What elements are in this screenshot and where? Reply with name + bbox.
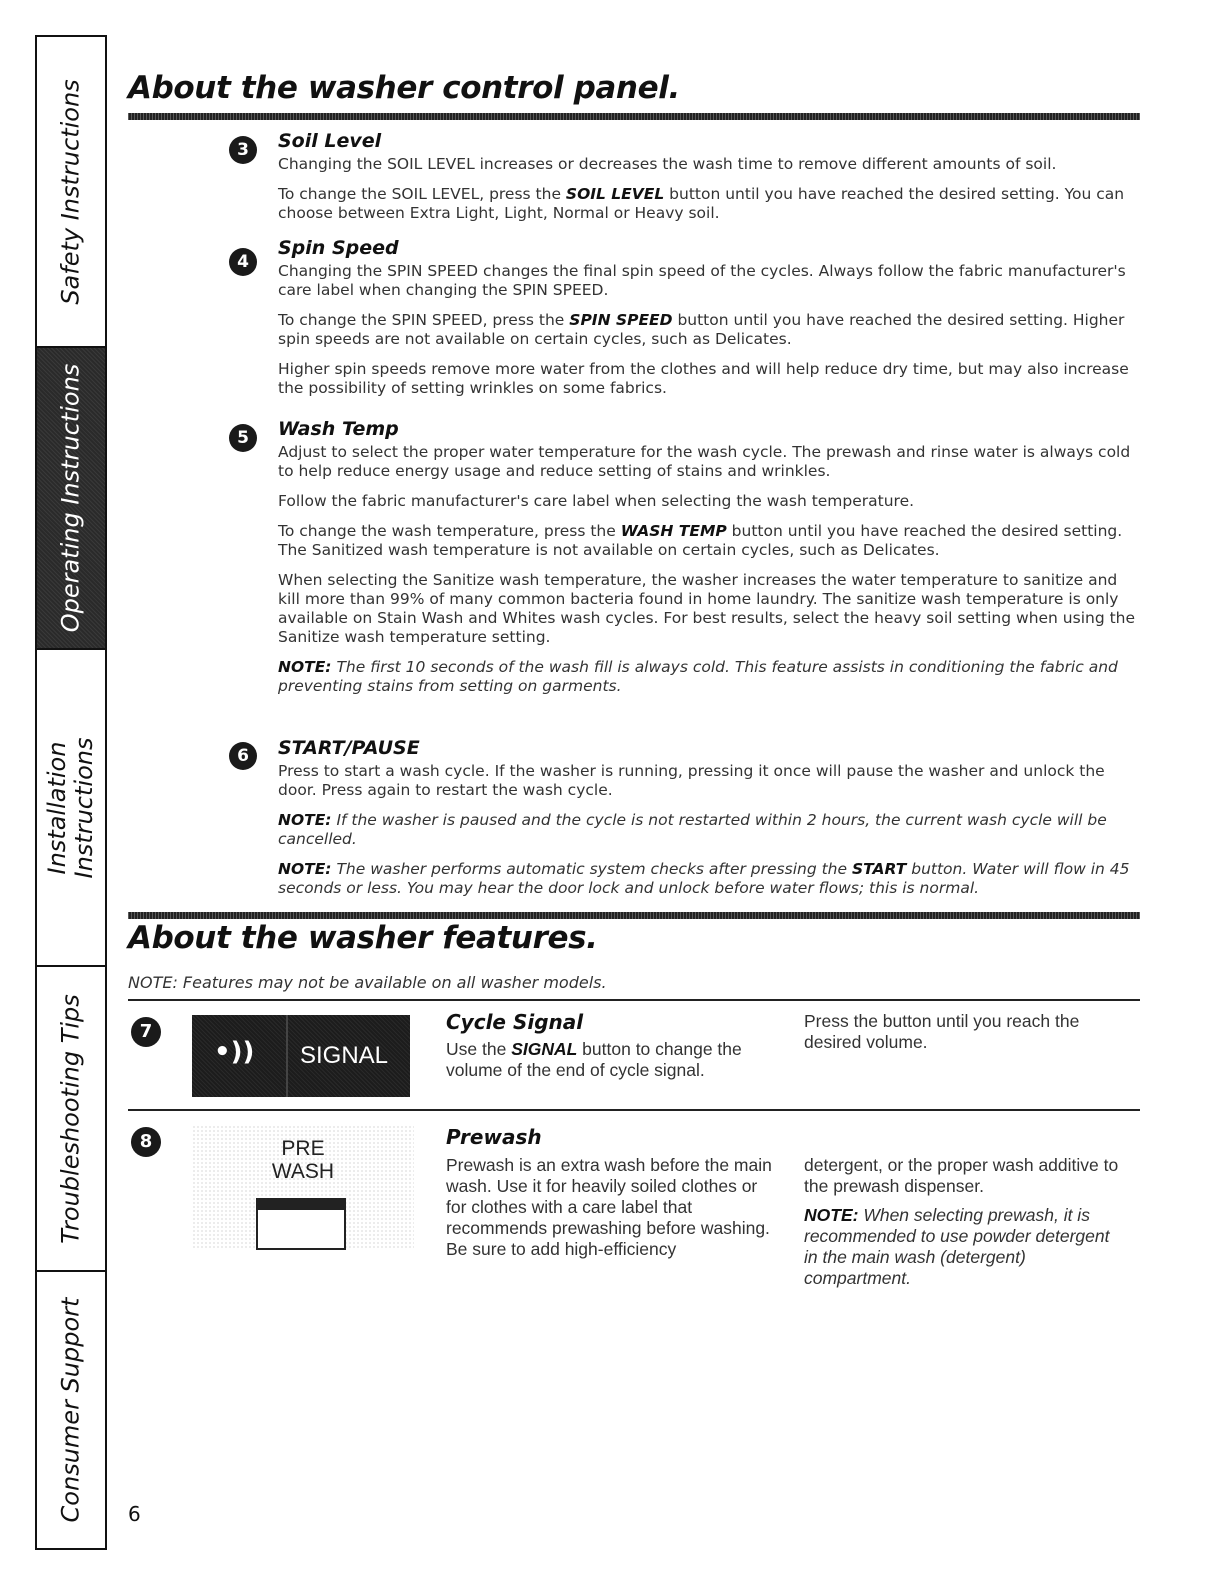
cycle-signal-instruction: Press the button until you reach the desired volume.: [804, 1011, 1080, 1052]
cycle-signal-title: Cycle Signal: [446, 1010, 584, 1034]
item-note: NOTE: The washer performs automatic system checks after pressing the START button. Water will flow in 45 seconds or less. You may hear the door lock and unlock before water flows; this is normal.: [278, 860, 1130, 897]
tab-installation-instructions[interactable]: [35, 648, 107, 965]
features-rule: [128, 999, 1140, 1001]
prewash-button-image: [192, 1125, 414, 1250]
feature-number-badge: 7: [131, 1017, 161, 1047]
indicator-light: [256, 1198, 346, 1250]
tab-safety-instructions[interactable]: [35, 35, 107, 346]
control-panel-heading: About the washer control panel.: [128, 70, 680, 106]
button-divider: [286, 1015, 288, 1097]
item-paragraph: Follow the fabric manufacturer's care label when selecting the wash temperature.: [278, 492, 915, 510]
tab-operating-instructions[interactable]: [35, 346, 107, 648]
prewash-label-line1: PRE: [281, 1137, 325, 1160]
start-pause-section: [278, 737, 1138, 898]
item-title: Spin Speed: [278, 237, 399, 259]
heading-rule: [128, 113, 1140, 120]
tab-label: Operating Instructions: [56, 363, 85, 633]
prewash-description: Prewash is an extra wash before the main wash. Use it for heavily soiled clothes or for clothes with a care label that recommends prewashing before washing. Be sure to add high-efficiency: [446, 1155, 772, 1259]
feature-divider: [128, 1109, 1140, 1111]
section-tabs: [35, 35, 107, 1550]
item-paragraph: Changing the SOIL LEVEL increases or decreases the wash time to remove different amounts of soil.: [278, 155, 1057, 173]
feature-number-badge: 8: [131, 1127, 161, 1157]
item-paragraph: To change the SPIN SPEED, press the SPIN SPEED button until you have reached the desired setting. Higher spin speeds are not available on certain cycles, such as Delicates.: [278, 311, 1125, 348]
tab-label: Safety Instructions: [56, 78, 85, 305]
item-number-badge: 5: [229, 424, 257, 452]
item-paragraph: Changing the SPIN SPEED changes the final spin speed of the cycles. Always follow the fabric manufacturer's care label when changing the SPIN SPEED.: [278, 262, 1126, 299]
item-note: NOTE: If the washer is paused and the cycle is not restarted within 2 hours, the current wash cycle will be cancelled.: [278, 811, 1107, 848]
item-title: Soil Level: [278, 130, 382, 152]
item-title: START/PAUSE: [278, 737, 420, 759]
tab-label: Consumer Support: [56, 1297, 85, 1523]
tab-troubleshooting-tips[interactable]: [35, 965, 107, 1270]
item-number-badge: 3: [229, 136, 257, 164]
wash-temp-section: [278, 418, 1138, 696]
features-note: NOTE: Features may not be available on all washer models.: [128, 973, 607, 992]
prewash-description-continued: detergent, or the proper wash additive to the prewash dispenser. NOTE: When selecting prewash, it is recommended to use powder detergent in the main wash (detergent) compartment.: [804, 1155, 1119, 1288]
item-number-badge: 6: [229, 742, 257, 770]
item-paragraph: Adjust to select the proper water temperature for the wash cycle. The prewash and rinse water is always cold to help reduce energy usage and reduce setting of stains and wrinkles.: [278, 443, 1131, 480]
signal-button-image: [192, 1015, 410, 1097]
sound-icon: •)): [214, 1037, 255, 1067]
item-paragraph: Press to start a wash cycle. If the washer is running, pressing it once will pause the washer and unlock the door. Press again to restart the wash cycle.: [278, 762, 1105, 799]
spin-speed-section: [278, 237, 1138, 398]
features-heading: About the washer features.: [128, 920, 598, 956]
soil-level-section: [278, 130, 1138, 223]
item-number-badge: 4: [229, 248, 257, 276]
cycle-signal-description: Use the SIGNAL button to change the volume of the end of cycle signal.: [446, 1039, 742, 1080]
tab-consumer-support[interactable]: [35, 1270, 107, 1550]
item-paragraph: To change the SOIL LEVEL, press the SOIL LEVEL button until you have reached the desired setting. You can choose between Extra Light, Light, Normal or Heavy soil.: [278, 185, 1125, 222]
tab-label: Installation Instructions: [43, 737, 98, 878]
item-paragraph: When selecting the Sanitize wash temperature, the washer increases the water temperature to sanitize and kill more than 99% of many common bacteria found in home laundry. The sanitize wash temperature is only available on Stain Wash and Whites wash cycles. For best results, select the heavy soil setting when using the Sanitize wash temperature setting.: [278, 571, 1136, 646]
item-title: Wash Temp: [278, 418, 399, 440]
section-rule: [128, 912, 1140, 919]
signal-button-label: SIGNAL: [300, 1042, 389, 1069]
page-number: 6: [128, 1502, 141, 1526]
tab-label: Troubleshooting Tips: [56, 993, 85, 1244]
item-note: NOTE: The first 10 seconds of the wash fill is always cold. This feature assists in conditioning the fabric and preventing stains from setting on garments.: [278, 658, 1118, 695]
prewash-label-line2: WASH: [271, 1160, 335, 1183]
item-paragraph: To change the wash temperature, press the WASH TEMP button until you have reached the desired setting. The Sanitized wash temperature is not available on certain cycles, such as Delicates.: [278, 522, 1123, 559]
prewash-title: Prewash: [446, 1125, 542, 1149]
item-paragraph: Higher spin speeds remove more water from the clothes and will help reduce dry time, but may also increase the possibility of setting wrinkles on some fabrics.: [278, 360, 1129, 397]
